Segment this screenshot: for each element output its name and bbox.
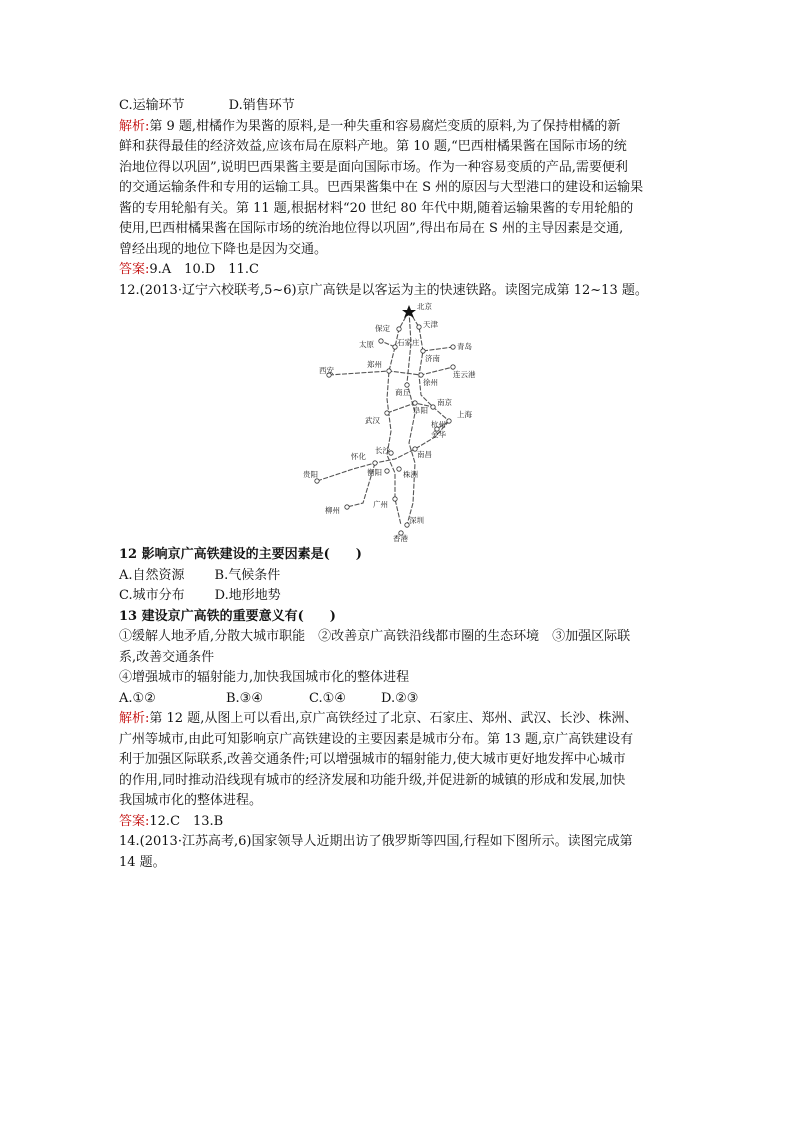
city-label: 济南 [425,354,440,363]
analysis-line: 的交通运输条件和专用的运输工具。巴西果酱集中在 S 州的原因与大型港口的建设和运输果 [119,180,644,195]
document-page [119,96,679,873]
answer-label: 答案: [119,813,150,829]
question-12-stem: 12 影响京广高铁建设的主要因素是( ) [119,547,362,562]
city-label: 保定 [375,324,390,333]
option-c: C.①④ [309,690,346,706]
jiaoji-line [423,347,453,351]
analysis-line: 广州等城市,由此可知影响京广高铁建设的主要因素是城市分布。第 13 题,京广高铁建设有 [119,731,634,747]
city-label: 长沙 [375,446,390,455]
analysis-line: 鲜和获得最佳的经济效益,应该布局在原料产地。第 10 题,“巴西柑橘果酱在国际市场的统 [119,139,627,154]
city-label: 武汉 [365,416,380,425]
city-label: 南京 [437,398,452,407]
city-label: 株洲 [403,470,418,479]
analysis-line: 利于加强区际联系,改善交通条件;可以增强城市的辐射能力,使大城市更好地发挥中心城市 [119,752,626,767]
city-label: 柳州 [325,506,340,515]
option-b: B.③④ [226,690,263,706]
option-d: D.②③ [381,690,419,706]
city-label: 衡阳 [367,468,382,477]
question-13-options [119,689,679,710]
city-label: 阜阳 [413,406,428,415]
analysis-line: 的作用,同时推动沿线现有城市的经济发展和功能升级,并促进新的城镇的形成和发展,加快 [119,772,626,788]
city-label: 郑州 [367,360,382,369]
city-label: 石家庄 [397,338,420,347]
city-label: 天津 [423,320,438,329]
question-13-stem: 13 建设京广高铁的重要意义有( ) [119,608,336,624]
question-13-item: ①缓解人地矛盾,分散大城市职能 ②改善京广高铁沿线都市圈的生态环境 ③加强区际联 [119,629,631,644]
analysis-12-13 [119,709,679,812]
city-label: 南昌 [417,450,432,459]
question-12-options-cd [119,586,679,607]
analysis-line: 第 9 题,柑橘作为果酱的原料,是一种失重和容易腐烂变质的原料,为了保持柑橘的新 [149,118,621,134]
question-14-intro: 14 题。 [119,854,166,870]
option-a: A.①② [119,690,156,706]
analysis-label: 解析: [119,711,150,726]
city-label: 深圳 [409,516,424,525]
option-b: B.气候条件 [214,567,281,583]
option-c: C.城市分布 [119,588,185,603]
option-d: D.地形地势 [214,588,281,603]
answer-9-11 [119,260,679,281]
answer-text: 12.C 13.B [149,813,224,829]
city-label: 青岛 [457,342,472,351]
analysis-line: 第 12 题,从图上可以看出,京广高铁经过了北京、石家庄、郑州、武汉、长沙、株洲、 [149,711,638,726]
analysis-9-11 [119,117,679,261]
city-label: 怀化 [351,452,366,461]
option-d: D.销售环节 [228,98,295,113]
city-label: 上海 [457,410,472,419]
city-label: 西安 [319,366,334,375]
analysis-line: 酱的专用轮船有关。第 11 题,根据材料“20 世纪 80 年代中期,随着运输果酱的专用轮船的 [119,200,634,216]
question-12-options-ab [119,566,679,587]
city-label: 贵阳 [303,470,318,479]
city-label: 徐州 [423,378,438,387]
city-label: 金华 [431,430,446,439]
question-13-item: ④增强城市的辐射能力,加快我国城市化的整体进程 [119,670,410,685]
answer-12-13 [119,812,679,833]
railway-map [303,303,493,543]
q8-options [119,96,679,117]
question-12-intro: 12.(2013·辽宁六校联考,5~6)京广高铁是以客运为主的快速铁路。读图完成第 12~13 题。 [119,282,648,298]
analysis-line: 使用,巴西柑橘果酱在国际市场的统治地位得以巩固”,得出布局在 S 州的主导因素是交通, [119,221,624,236]
city-label: 连云港 [453,370,476,379]
option-a: A.自然资源 [119,567,185,583]
city-label: 商丘 [395,388,410,397]
city-label: 太原 [359,340,374,349]
question-14-intro: 14.(2013·江苏高考,6)国家领导人近期出访了俄罗斯等四国,行程如下图所示。读图完成第 [119,834,633,849]
answer-label: 答案: [119,262,150,277]
analysis-label: 解析: [119,118,150,134]
city-label: 北京 [417,302,432,311]
answer-text: 9.A 10.D 11.C [149,262,259,277]
city-label: 杭州 [431,420,446,429]
analysis-line: 我国城市化的整体进程。 [119,793,263,808]
analysis-line: 曾经出现的地位下降也是因为交通。 [119,241,328,257]
analysis-line: 治地位得以巩固”,说明巴西果酱主要是面向国际市场。作为一种容易变质的产品,需要便利 [119,159,628,175]
city-label: 香港 [393,534,408,543]
question-13-item: 系,改善交通条件 [119,649,215,665]
option-c: C.运输环节 [119,98,185,113]
capital-star-icon [402,305,416,318]
city-label: 广州 [373,500,388,509]
